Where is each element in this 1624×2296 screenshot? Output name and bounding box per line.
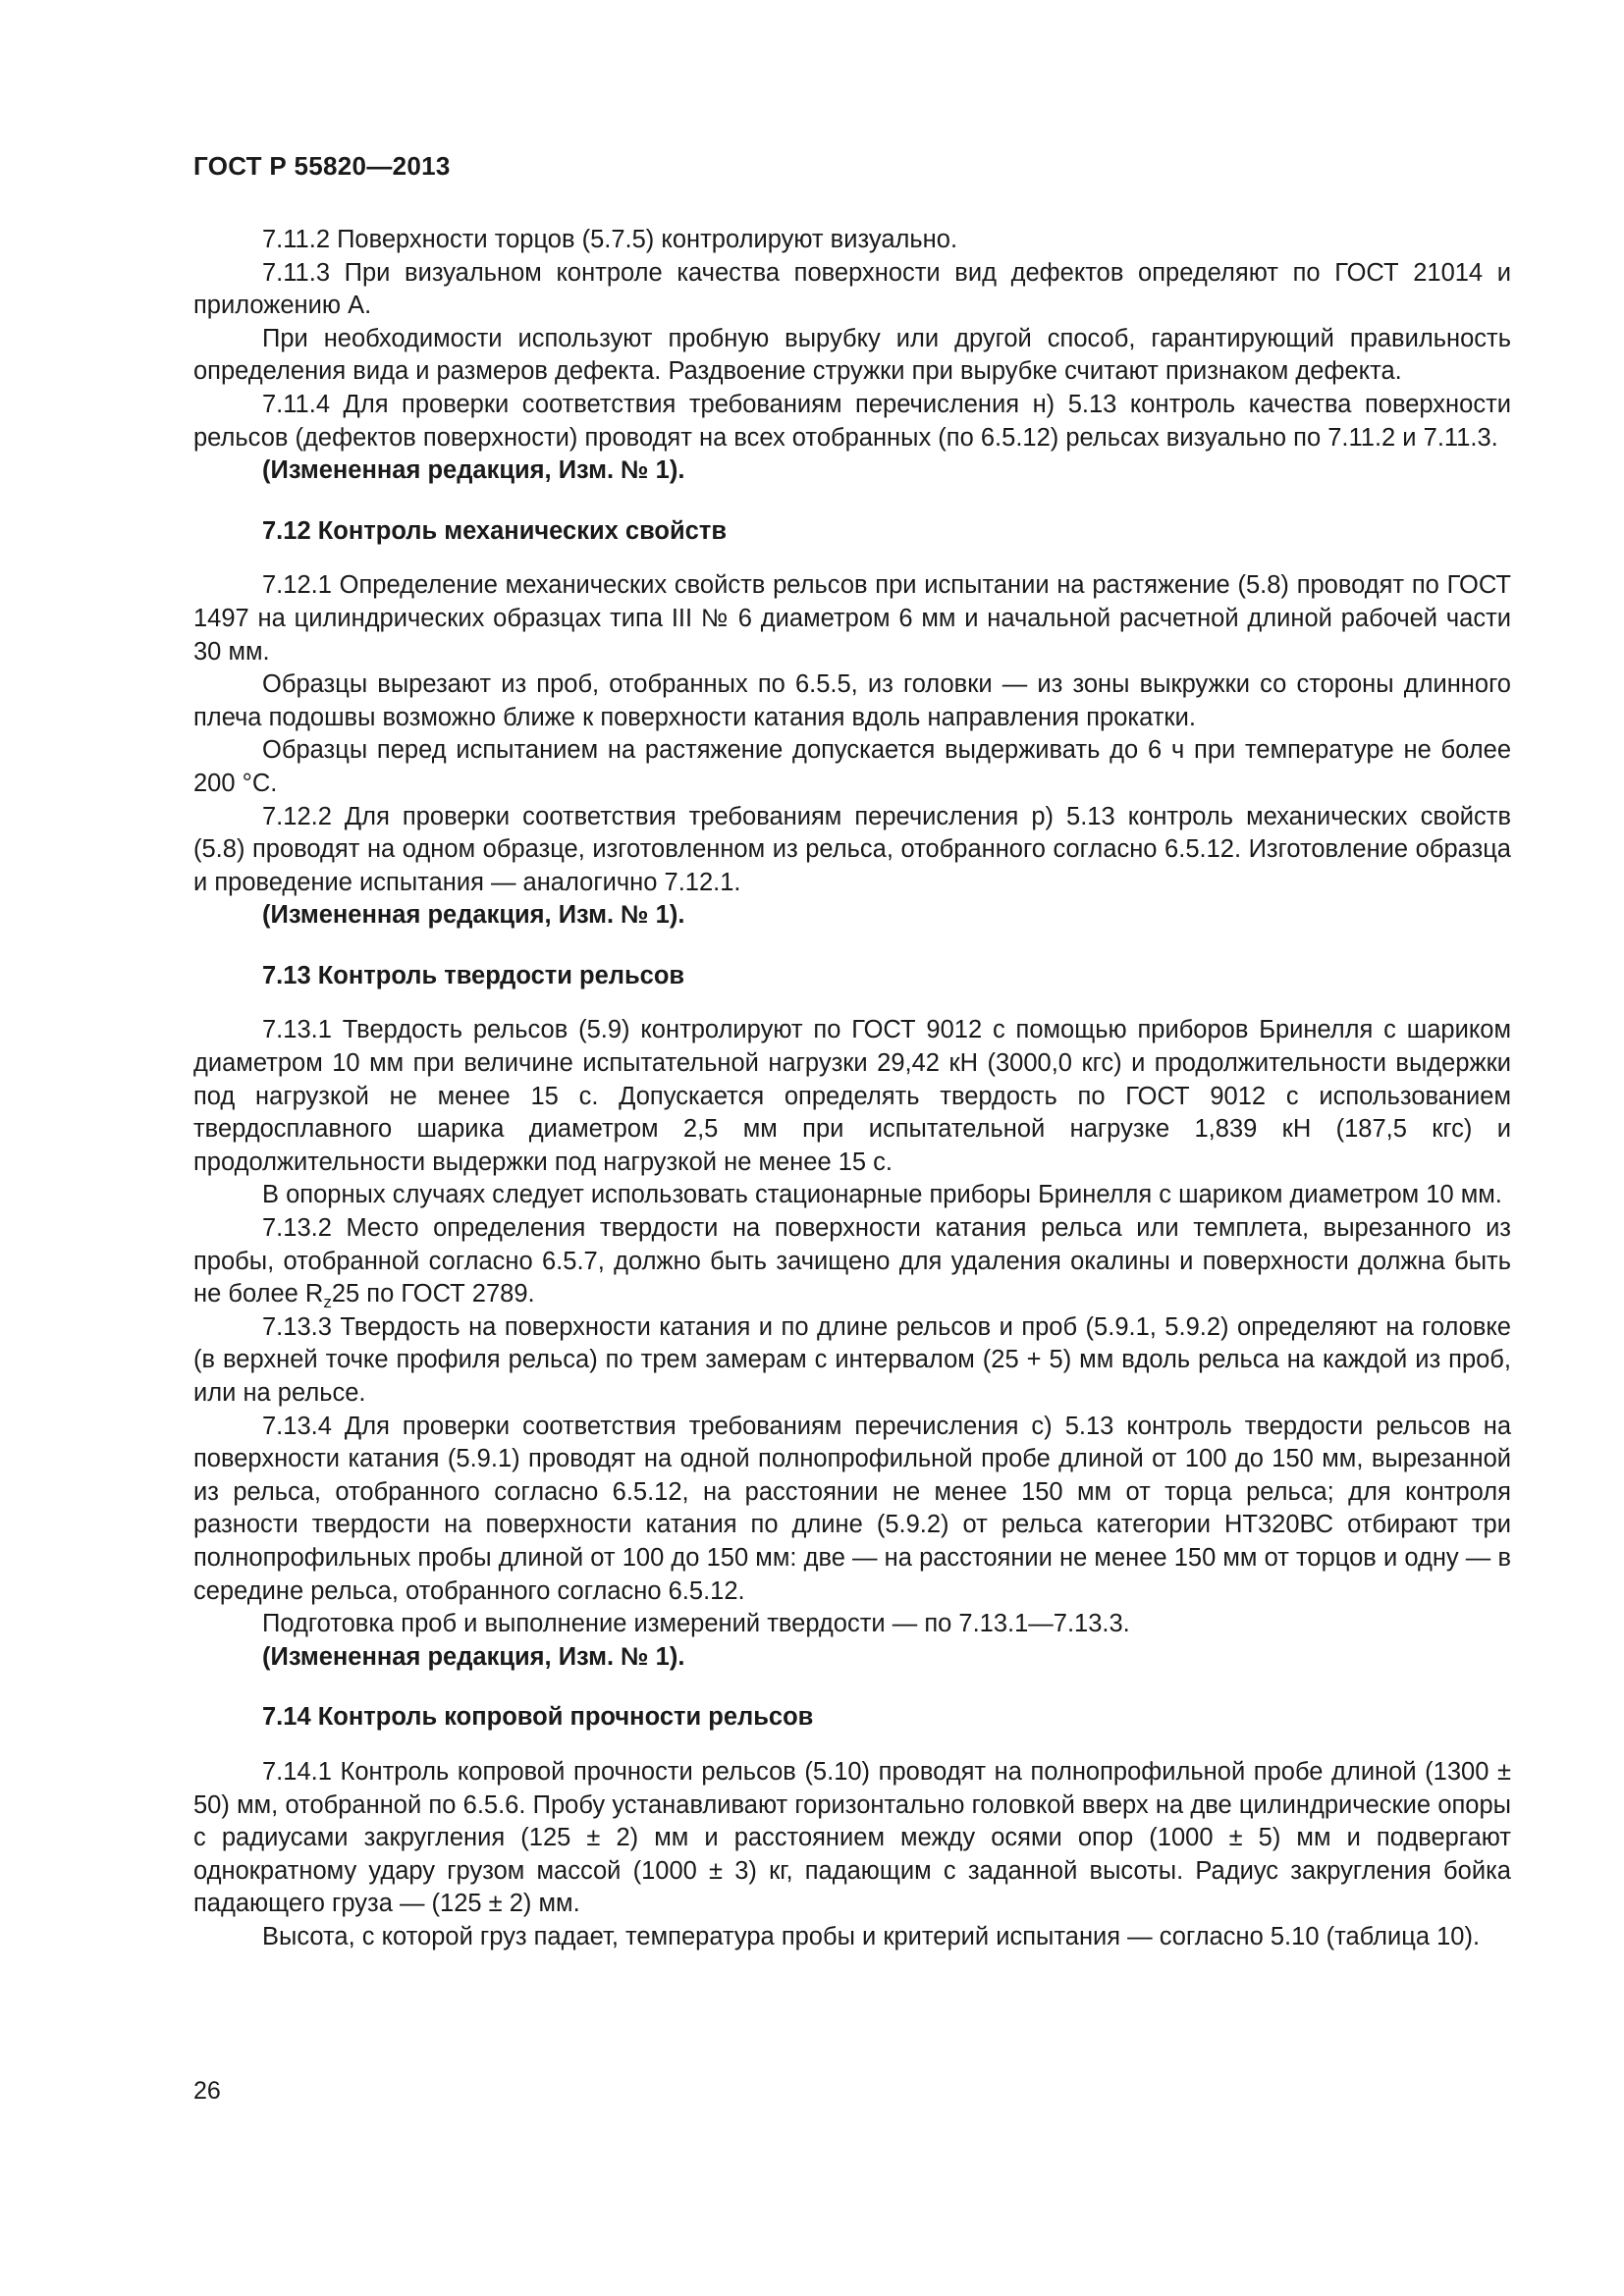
section-heading-7-14: 7.14 Контроль копровой прочности рельсов [262,1703,814,1732]
paragraph-probe-cut: При необходимости используют пробную вырубку или другой способ, гарантирующий правильность определения вида и размеров дефекта. Раздвоение стружки при вырубке считают признаком дефекта. [193,324,1511,386]
paragraph-7-13-1: 7.13.1 Твердость рельсов (5.9) контролируют по ГОСТ 9012 с помощью приборов Бринелля с шариком диаметром 10 мм при величине испытательной нагрузки 29,42 кН (3000,0 кгс) и продолжительности выдержки под нагрузкой не менее 15 с. Допускается определять твердость по ГОСТ 9012 с использованием твердосплавного шарика диаметром 2,5 мм при испытательной нагрузке 1,839 кН (187,5 кгс) и продолжительности выдержки под нагрузкой не менее 15 с. [193,1016,1511,1176]
paragraph-7-12-1: 7.12.1 Определение механических свойств рельсов при испытании на растяжение (5.8) проводят по ГОСТ 1497 на цилиндрических образцах типа III № 6 диаметром 6 мм и начальной расчетной длиной рабочей части 30 мм. [193,571,1511,666]
paragraph-hold: Образцы перед испытанием на растяжение допускается выдерживать до 6 ч при температуре не более 200 °С. [193,736,1511,797]
paragraph-7-12-2: 7.12.2 Для проверки соответствия требованиям перечисления р) 5.13 контроль механических свойств (5.8) проводят на одном образце, изготовленном из рельса, отобранного согласно 6.5.12. Изготовление образца и проведение испытания — аналогично 7.12.1. [193,802,1511,896]
paragraph-preparation: Подготовка проб и выполнение измерений твердости — по 7.13.1—7.13.3. [262,1610,1130,1638]
amendment-note: (Измененная редакция, Изм. № 1). [262,1642,685,1671]
paragraph-drop-height: Высота, с которой груз падает, температура пробы и критерий испытания — согласно 5.10 (таблица 10). [262,1922,1481,1950]
paragraph-7-11-4: 7.11.4 Для проверки соответствия требованиям перечисления н) 5.13 контроль качества поверхности рельсов (дефектов поверхности) проводят на всех отобранных (по 6.5.12) рельсах визуально по 7.11.2 и 7.11.3. [193,390,1511,452]
paragraph-samples: Образцы вырезают из проб, отобранных по 6.5.5, из головки — из зоны выкружки со стороны длинного плеча подошвы возможно ближе к поверхности катания вдоль направления прокатки. [193,670,1511,731]
paragraph-7-13-3: 7.13.3 Твердость на поверхности катания и по длине рельсов и проб (5.9.1, 5.9.2) определяют на головке (в верхней точке профиля рельса) по трем замерам с интервалом (25 + 5) мм вдоль рельса на каждой из проб, или на рельсе. [193,1312,1511,1407]
section-heading-7-13: 7.13 Контроль твердости рельсов [262,961,685,989]
section-heading-7-12: 7.12 Контроль механических свойств [262,516,728,545]
amendment-note: (Измененная редакция, Изм. № 1). [262,901,685,930]
document-body [193,224,1511,1954]
document-code: ГОСТ Р 55820—2013 [193,151,451,181]
paragraph-7-13-2-text: 7.13.2 Место определения твердости на поверхности катания рельса или темплета, вырезанного из пробы, отобранной согласно 6.5.7, должно быть зачищено для удаления окалины и поверхности должна быть не более R [193,1214,1511,1308]
paragraph-7-14-1: 7.14.1 Контроль копровой прочности рельсов (5.10) проводят на полнопрофильной пробе длиной (1300 ± 50) мм, отобранной по 6.5.6. Пробу устанавливают горизонтально головкой вверх на две цилиндрические опоры с радиусами закругления (125 ± 2) мм и расстоянием между осями опор (1000 ± 5) мм и подвергают однократному удару грузом массой (1000 ± 3) кг, падающим с заданной высоты. Радиус закругления бойка падающего груза — (125 ± 2) мм. [193,1757,1511,1918]
paragraph-reference-cases: В опорных случаях следует использовать стационарные приборы Бринелля с шариком диаметром 10 мм. [262,1181,1502,1209]
paragraph-7-13-2-tail: 25 по ГОСТ 2789. [331,1280,535,1308]
amendment-note: (Измененная редакция, Изм. № 1). [262,456,685,485]
paragraph-7-13-4: 7.13.4 Для проверки соответствия требованиям перечисления с) 5.13 контроль твердости рельсов на поверхности катания (5.9.1) проводят на одной полнопрофильной пробе длиной от 100 до 150 мм, вырезанной из рельса, отобранного согласно 6.5.12, на расстоянии не менее 150 мм от торца рельса; для контроля разности твердости на поверхности катания по длине (5.9.2) от рельса категории НТ320ВС отбирают три полнопрофильных пробы длиной от 100 до 150 мм: две — на расстоянии не менее 150 мм от торцов и одну — в середине рельса, отобранного согласно 6.5.12. [193,1412,1511,1605]
roughness-subscript: z [323,1293,332,1312]
paragraph-7-13-2 [193,1212,1511,1311]
paragraph-7-11-3: 7.11.3 При визуальном контроле качества поверхности вид дефектов определяют по ГОСТ 21014 и приложению А. [193,258,1511,320]
page-number: 26 [193,2077,221,2105]
paragraph-7-11-2: 7.11.2 Поверхности торцов (5.7.5) контролируют визуально. [262,226,958,253]
